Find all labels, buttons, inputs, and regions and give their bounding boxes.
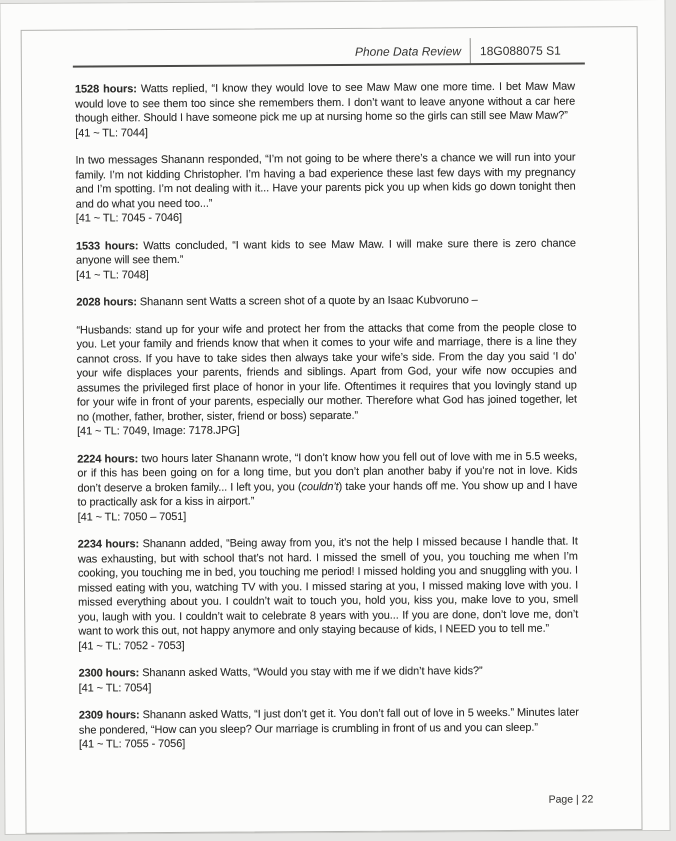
- text-run: In two messages Shanann responded, “I’m not going to be where there’s a chance we will run into your family. I’m not kidding Christopher. I’m having a bad experience these last few days with my pregnancy and I’m spotting. I’m not dealing with it... Have your parents pick you up when kids go down tonight then and do what you need too...”: [75, 151, 576, 211]
- document-title: Phone Data Review: [354, 44, 462, 59]
- paragraph: [79, 706, 579, 753]
- source-reference: [41 ~ TL: 7052 - 7053]: [78, 639, 185, 653]
- paragraph: [75, 151, 575, 227]
- timestamp-label: 2300 hours:: [78, 667, 140, 680]
- source-reference: [41 ~ TL: 7055 - 7056]: [78, 737, 186, 751]
- timestamp-label: 1533 hours:: [75, 239, 139, 253]
- timestamp-label: 1528 hours:: [74, 83, 137, 96]
- source-reference: [41 ~ TL: 7045 - 7046]: [75, 211, 182, 225]
- text-run: Watts concluded, “I want kids to see Maw Maw. I will make sure there is zero chance anyone will see them.”: [76, 237, 576, 267]
- source-reference: [41 ~ TL: 7049, Image: 7178.JPG]: [77, 424, 240, 438]
- paragraph: [77, 449, 577, 525]
- text-run: Shanann added, “Being away from you, it’s not the help I missed because I handle that. It was exhausting, but with school that’s not hard. I missed the smell of you, you touching me when I’m cooking, you touching me in bed, you touching me period! I missed holding you and snuggling with you. I missed eating with you, watching TV with you. I missed staring at you, I missed making love with you. I missed everything about you. I couldn’t wait to touch you, hold you, kiss you, make love to you, smell you, laugh with you. I couldn’t wait to celebrate 8 years with you... If you are done, don’t love me, don’t want to work this out, not happy anymore and only staying because of kids, I NEED you to tell me.”: [77, 535, 579, 638]
- timestamp-label: 2028 hours:: [76, 296, 137, 309]
- source-reference: [41 ~ TL: 7044]: [75, 126, 148, 140]
- text-run: Shanann sent Watts a screen shot of a quote by an Isaac Kubvoruno –: [136, 294, 478, 309]
- text-run: ) take your hands off me. You show up and I have to practically ask for a kiss in airport.”: [77, 479, 578, 509]
- paragraph: [76, 236, 576, 283]
- header-separator: [470, 38, 471, 64]
- source-reference: [41 ~ TL: 7048]: [76, 268, 149, 282]
- timestamp-label: 2309 hours:: [78, 709, 140, 722]
- case-number: 18G088075 S1: [479, 43, 561, 59]
- paragraph: [75, 80, 575, 141]
- source-reference: [41 ~ TL: 7054]: [78, 681, 152, 695]
- timestamp-label: 2224 hours:: [77, 452, 139, 466]
- text-run: couldn’t: [301, 480, 339, 493]
- text-run: Shanann asked Watts, “Would you stay with me if we didn’t have kids?”: [139, 665, 483, 680]
- timestamp-label: 2234 hours:: [77, 538, 140, 551]
- text-run: Shanann asked Watts, “I just don’t get it. You don’t fall out of love in 5 weeks.” Minutes later she pondered, “How can you sleep? Our marriage is crumbling in front of us and you can sleep.”: [78, 706, 579, 737]
- paragraph: [76, 320, 577, 439]
- source-reference: [41 ~ TL: 7050 – 7051]: [77, 510, 187, 524]
- paragraph: [79, 664, 579, 696]
- paragraph: [76, 293, 576, 311]
- page-number: Page | 22: [548, 793, 594, 806]
- paragraph: [78, 535, 579, 654]
- text-run: Watts replied, “I know they would love to see Maw Maw one more time. I bet Maw Maw would love to see them too since she remembers them. I don’t want to leave anyone without a car here though either. Should I have someone pick me up at nursing home so the girls can still see Maw Maw?”: [75, 80, 576, 125]
- document-body: [75, 80, 579, 766]
- text-run: “Husbands: stand up for your wife and protect her from the attacks that come from the people close to you. Let your family and friends know that when it comes to your wife and marriage, there is a line they cannot cross. If you have to take sides then always take your wife’s side. From the day you said ‘I do’ your wife displaces your parents, friends and siblings. Apart from God, your wife now occupies and assumes the privileged first place of honor in your life. Oftentimes it requires that you lovingly stand up for your wife in front of your parents, especially our mother. Therefore what God has joined together, let no (mother, father, brother, sister, friend or boss) separate.”: [76, 321, 577, 424]
- text-run: two hours later Shanann wrote, “I don’t know how you fell out of love with me in 5.5 weeks, or if this has been going on for a long time, but you don’t plan another baby if you’re not in love. Kids don’t deserve a broken family... I left you, you (: [77, 450, 578, 495]
